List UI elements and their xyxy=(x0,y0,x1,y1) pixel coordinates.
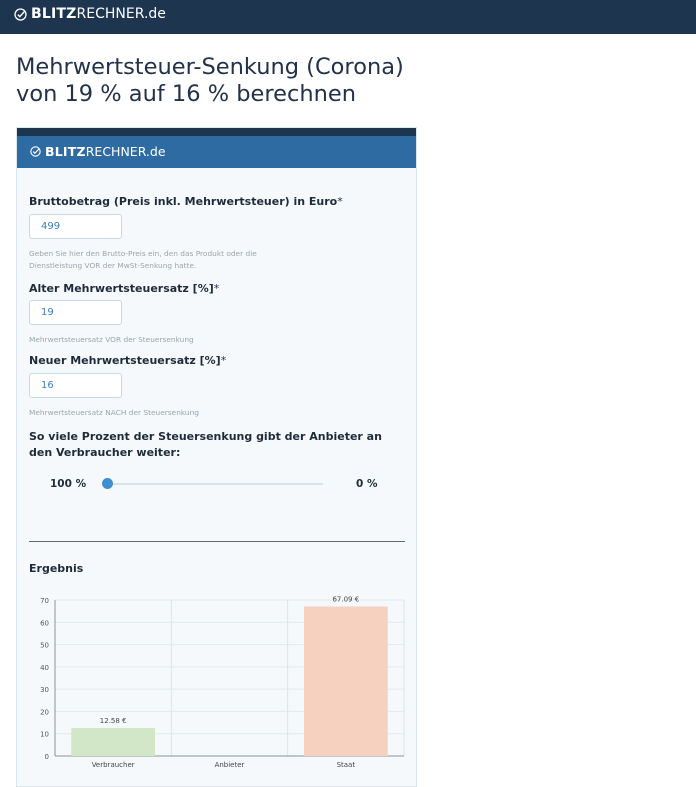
slider-max-label: 0 % xyxy=(356,478,378,490)
y-tick-label: 40 xyxy=(40,663,49,672)
gross-amount-hint xyxy=(29,248,359,272)
passthrough-question: So viele Prozent der Steuersenkung gibt der Anbieter an den Verbraucher weiter: xyxy=(29,430,382,459)
bar-value-label: 67.09 € xyxy=(332,595,360,604)
y-tick-label: 60 xyxy=(40,619,49,628)
new-vat-rate-hint: Mehrwertsteuersatz NACH der Steuersenkung xyxy=(29,408,199,417)
logo-text-bold: BLITZ xyxy=(31,6,77,22)
new-vat-rate-label-text: Neuer Mehrwertsteuersatz [%] xyxy=(29,354,221,367)
y-tick-label: 50 xyxy=(40,641,49,650)
passthrough-slider-handle[interactable] xyxy=(102,478,113,489)
calculator-header xyxy=(17,136,416,168)
calculator-logo-light: RECHNER.de xyxy=(85,144,166,159)
y-tick-label: 0 xyxy=(44,753,49,761)
page-title-line-2: von 19 % auf 16 % berechnen xyxy=(16,81,356,107)
gross-amount-hint-line-2: Dienstleistung VOR der MwSt-Senkung hatte. xyxy=(29,261,197,270)
y-tick-label: 20 xyxy=(40,708,49,717)
required-marker: * xyxy=(337,195,343,208)
result-title: Ergebnis xyxy=(29,562,84,575)
new-vat-rate-label xyxy=(29,354,226,368)
x-tick-label: Staat xyxy=(336,761,356,769)
slider-min-label: 100 % xyxy=(50,478,87,490)
top-navigation-bar xyxy=(0,0,696,34)
calculator-logo-bold: BLITZ xyxy=(45,144,86,159)
gross-amount-label xyxy=(29,195,343,209)
calculator-widget xyxy=(16,127,417,787)
calculator-logo[interactable] xyxy=(30,144,166,159)
logo-text-light: RECHNER.de xyxy=(76,6,166,22)
check-circle-icon xyxy=(30,146,41,157)
old-vat-rate-label-text: Alter Mehrwertsteuersatz [%] xyxy=(29,282,214,295)
bar-verbraucher xyxy=(71,728,155,756)
gross-amount-label-text: Bruttobetrag (Preis inkl. Mehrwertsteuer) in Euro xyxy=(29,195,338,208)
page-title-line-1: Mehrwertsteuer-Senkung (Corona) xyxy=(16,54,404,80)
gross-amount-input[interactable]: 499 xyxy=(29,214,122,239)
bar-staat xyxy=(304,606,388,756)
y-tick-label: 10 xyxy=(40,730,49,739)
gross-amount-hint-line-1: Geben Sie hier den Brutto-Preis ein, den das Produkt oder die xyxy=(29,249,257,258)
y-tick-label: 70 xyxy=(40,597,49,605)
page-title xyxy=(16,54,436,108)
section-divider xyxy=(29,541,405,542)
x-tick-label: Verbraucher xyxy=(91,761,135,769)
old-vat-rate-hint: Mehrwertsteuersatz VOR der Steuersenkung xyxy=(29,335,194,344)
required-marker: * xyxy=(220,354,227,367)
result-bar-chart xyxy=(25,586,410,776)
old-vat-rate-input[interactable]: 19 xyxy=(29,300,122,325)
x-tick-label: Anbieter xyxy=(214,761,245,769)
bar-value-label: 12.58 € xyxy=(99,716,127,725)
new-vat-rate-input[interactable]: 16 xyxy=(29,373,122,398)
passthrough-slider-track[interactable] xyxy=(106,483,323,485)
required-marker: * xyxy=(213,282,220,295)
calculator-top-border xyxy=(17,128,416,136)
check-circle-icon xyxy=(14,8,27,21)
site-logo[interactable] xyxy=(14,6,166,22)
old-vat-rate-label xyxy=(29,282,219,296)
y-tick-label: 30 xyxy=(40,686,49,695)
